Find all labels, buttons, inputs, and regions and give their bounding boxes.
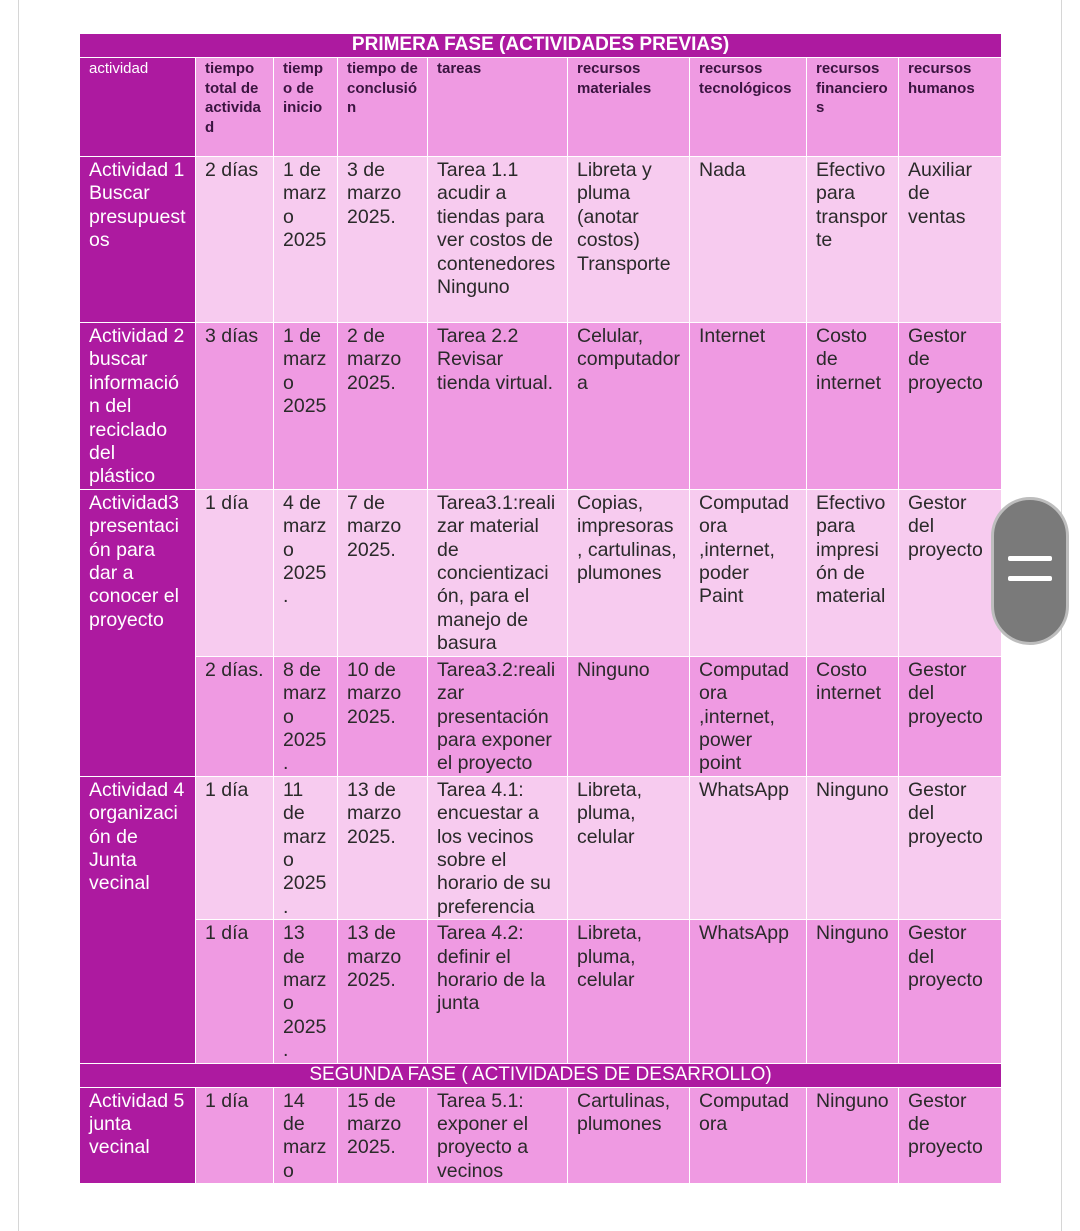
activity-name: Actividad3 presentación para dar a conocer el proyecto (80, 489, 196, 776)
tech-cell: Computadora (690, 1087, 807, 1184)
tech-cell: Computadora ,internet, power point (690, 656, 807, 776)
activities-table (79, 33, 1002, 1184)
finance-cell: Costo de internet (807, 323, 899, 490)
end-time-cell: 7 de marzo 2025. (338, 489, 428, 656)
human-cell: Gestor del proyecto (899, 656, 1002, 776)
total-time-cell: 3 días (196, 323, 274, 490)
human-cell: Gestor del proyecto (899, 920, 1002, 1063)
header-recursos-materiales: recursos materiales (568, 58, 690, 157)
start-time-cell: 1 de marzo 2025 (274, 157, 338, 323)
materials-cell: Cartulinas, plumones (568, 1087, 690, 1184)
activity-name: Actividad 5 junta vecinal (80, 1087, 196, 1184)
handle-grip-icon (1008, 556, 1052, 561)
task-cell: Tarea 4.1: encuestar a los vecinos sobre el horario de su preferencia (428, 776, 568, 919)
task-cell: Tarea3.1:realizar material de concientización, para el manejo de basura (428, 489, 568, 656)
total-time-cell: 2 días (196, 157, 274, 323)
human-cell: Auxiliar de ventas (899, 157, 1002, 323)
scroll-handle[interactable] (991, 497, 1069, 645)
table-row (80, 1087, 1002, 1184)
materials-cell: Libreta y pluma (anotar costos) Transporte (568, 157, 690, 323)
table-row (80, 489, 1002, 656)
header-recursos-humanos: recursos humanos (899, 58, 1002, 157)
finance-cell: Ninguno (807, 776, 899, 919)
tech-cell: WhatsApp (690, 776, 807, 919)
end-time-cell: 10 de marzo 2025. (338, 656, 428, 776)
finance-cell: Ninguno (807, 1087, 899, 1184)
header-tareas: tareas (428, 58, 568, 157)
start-time-cell: 1 de marzo 2025 (274, 323, 338, 490)
task-cell: Tarea 1.1 acudir a tiendas para ver costos de contenedores Ninguno (428, 157, 568, 323)
header-actividad: actividad (80, 58, 196, 157)
finance-cell: Ninguno (807, 920, 899, 1063)
human-cell: Gestor de proyecto (899, 323, 1002, 490)
human-cell: Gestor del proyecto (899, 489, 1002, 656)
task-cell: Tarea 2.2 Revisar tienda virtual. (428, 323, 568, 490)
header-tiempo-inicio: tiempo de inicio (274, 58, 338, 157)
end-time-cell: 3 de marzo 2025. (338, 157, 428, 323)
phase-1-row (80, 34, 1002, 58)
phase-2-title: SEGUNDA FASE ( ACTIVIDADES DE DESARROLLO) (80, 1063, 1002, 1087)
total-time-cell: 2 días. (196, 656, 274, 776)
header-tiempo-total: tiempo total de actividad (196, 58, 274, 157)
handle-grip-icon (1008, 576, 1052, 581)
header-recursos-financieros: recursos financieros (807, 58, 899, 157)
human-cell: Gestor de proyecto (899, 1087, 1002, 1184)
start-time-cell: 4 de marzo 2025. (274, 489, 338, 656)
header-tiempo-conclusion: tiempo de conclusión (338, 58, 428, 157)
total-time-cell: 1 día (196, 776, 274, 919)
activity-name: Actividad 2 buscar información del reciclado del plástico (80, 323, 196, 490)
task-cell: Tarea3.2:realizar presentación para exponer el proyecto (428, 656, 568, 776)
start-time-cell: 13 de marzo 2025. (274, 920, 338, 1063)
total-time-cell: 1 día (196, 489, 274, 656)
end-time-cell: 13 de marzo 2025. (338, 776, 428, 919)
activity-name: Actividad 4 organización de Junta vecinal (80, 776, 196, 1063)
header-recursos-tecnologicos: recursos tecnológicos (690, 58, 807, 157)
phase-1-title: PRIMERA FASE (ACTIVIDADES PREVIAS) (80, 34, 1002, 58)
total-time-cell: 1 día (196, 1087, 274, 1184)
total-time-cell: 1 día (196, 920, 274, 1063)
activity-name: Actividad 1 Buscar presupuestos (80, 157, 196, 323)
start-time-cell: 8 de marzo 2025. (274, 656, 338, 776)
materials-cell: Libreta, pluma, celular (568, 920, 690, 1063)
materials-cell: Copias, impresoras , cartulinas, plumones (568, 489, 690, 656)
header-row (80, 58, 1002, 157)
table-row (80, 323, 1002, 490)
end-time-cell: 15 de marzo 2025. (338, 1087, 428, 1184)
table-row (80, 776, 1002, 919)
materials-cell: Celular, computadora (568, 323, 690, 490)
table-row (80, 920, 1002, 1063)
phase-2-row (80, 1063, 1002, 1087)
start-time-cell: 11 de marzo 2025. (274, 776, 338, 919)
tech-cell: Computadora ,internet, poder Paint (690, 489, 807, 656)
table-row (80, 157, 1002, 323)
end-time-cell: 13 de marzo 2025. (338, 920, 428, 1063)
tech-cell: Internet (690, 323, 807, 490)
finance-cell: Costo internet (807, 656, 899, 776)
tech-cell: WhatsApp (690, 920, 807, 1063)
task-cell: Tarea 5.1: exponer el proyecto a vecinos (428, 1087, 568, 1184)
human-cell: Gestor del proyecto (899, 776, 1002, 919)
materials-cell: Libreta, pluma, celular (568, 776, 690, 919)
table-row (80, 656, 1002, 776)
finance-cell: Efectivo para transporte (807, 157, 899, 323)
materials-cell: Ninguno (568, 656, 690, 776)
end-time-cell: 2 de marzo 2025. (338, 323, 428, 490)
tech-cell: Nada (690, 157, 807, 323)
task-cell: Tarea 4.2: definir el horario de la junta (428, 920, 568, 1063)
finance-cell: Efectivo para impresión de material (807, 489, 899, 656)
start-time-cell: 14 de marzo (274, 1087, 338, 1184)
